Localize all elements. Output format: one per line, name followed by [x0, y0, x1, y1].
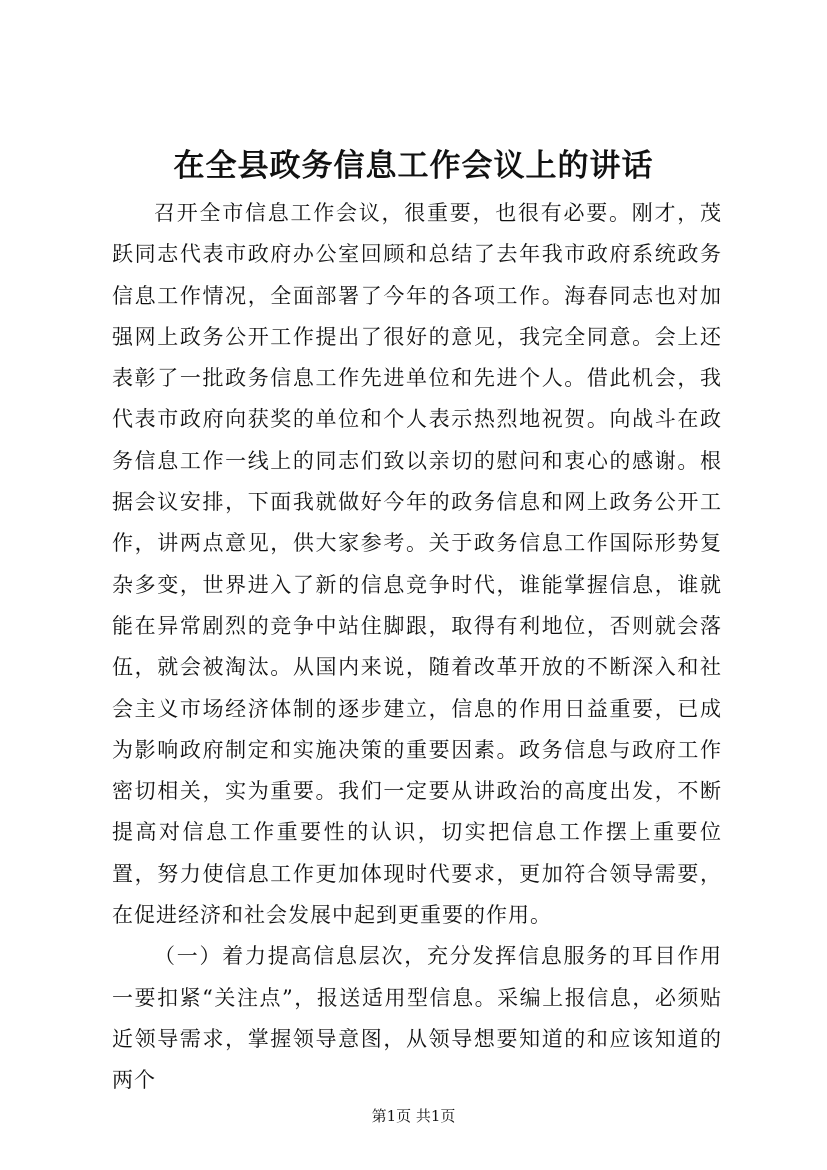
body-paragraph-2: （一）着力提高信息层次，充分发挥信息服务的耳目作用一要扣紧“关注点”，报送适用型信息。采编上报信息，必须贴近领导需求，掌握领导意图，从领导想要知道的和应该知道的两个	[112, 944, 722, 1093]
document-title: 在全县政务信息工作会议上的讲话	[173, 148, 654, 184]
body-paragraph-1: 召开全市信息工作会议，很重要，也很有必要。刚才，茂跃同志代表市政府办公室回顾和总结了去年我市政府系统政务信息工作情况，全面部署了今年的各项工作。海春同志也对加强网上政务公开工作提出了很好的意见，我完全同意。会上还表彰了一批政务信息工作先进单位和先进个人。借此机会，我代表市政府向获奖的单位和个人表示热烈地祝贺。向战斗在政务信息工作一线上的同志们致以亲切的慰问和衷心的感谢。根据会议安排，下面我就做好今年的政务信息和网上政务公开工作，讲两点意见，供大家参考。关于政务信息工作国际形势复杂多变，世界进入了新的信息竞争时代，谁能掌握信息，谁就能在异常剧烈的竞争中站住脚跟，取得有利地位，否则就会落伍，就会被淘汰。从国内来说，随着改革开放的不断深入和社会主义市场经济体制的逐步建立，信息的作用日益重要，已成为影响政府制定和实施决策的重要因素。政务信息与政府工作密切相关，实为重要。我们一定要从讲政治的高度出发，不断提高对信息工作重要性的认识，切实把信息工作摆上重要位置，努力使信息工作更加体现时代要求，更加符合领导需要，在促进经济和社会发展中起到更重要的作用。	[112, 201, 722, 928]
page-footer: 第1页 共1页	[371, 1107, 456, 1125]
document-body	[112, 193, 722, 1102]
